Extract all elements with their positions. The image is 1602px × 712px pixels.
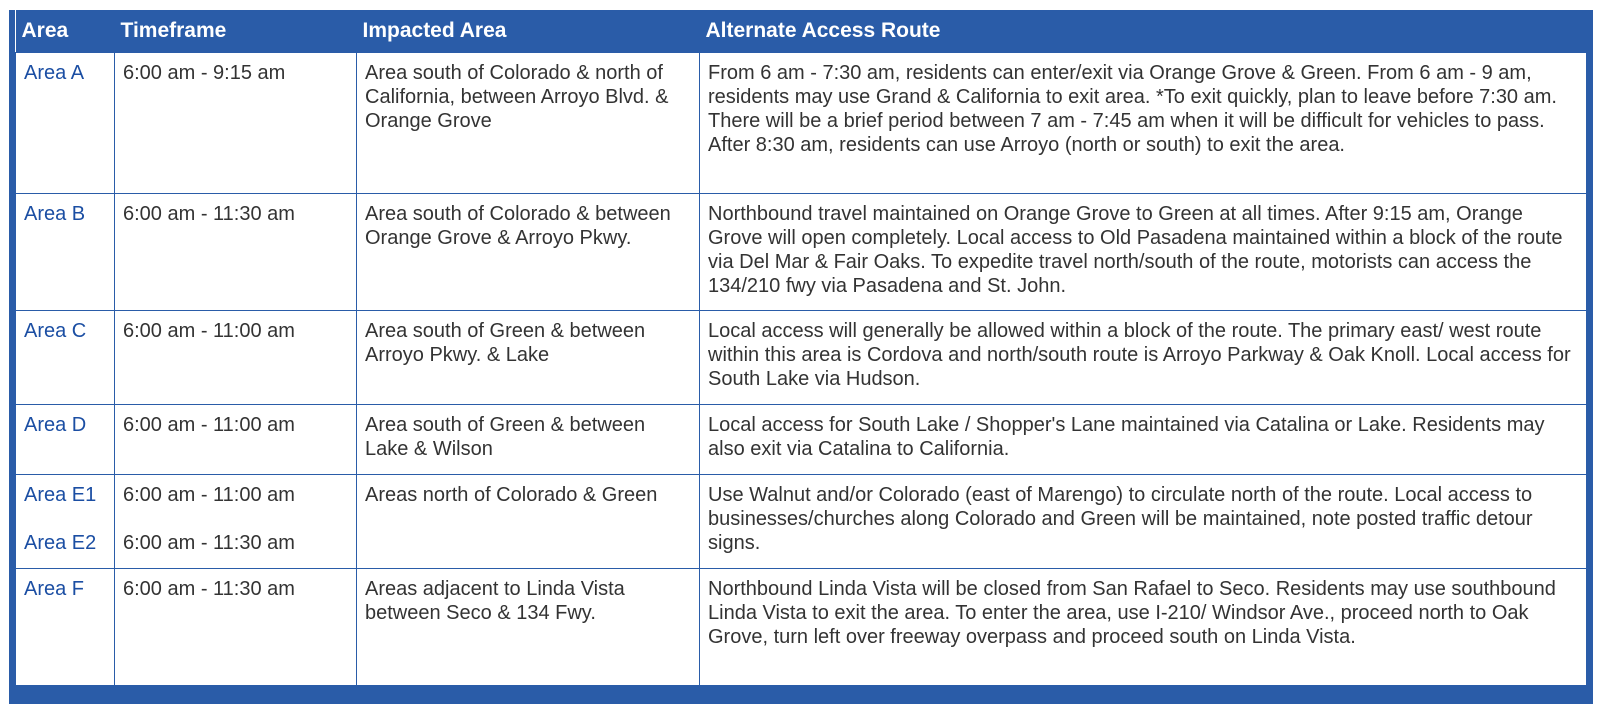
table-row bbox=[16, 405, 1587, 475]
timeframe-cell bbox=[115, 569, 357, 686]
header-alternate-route: Alternate Access Route bbox=[700, 10, 1587, 53]
route-table-frame bbox=[9, 10, 1593, 704]
area-cell bbox=[16, 405, 115, 475]
route-cell: Use Walnut and/or Colorado (east of Marengo) to circulate north of the route. Local access to businesses/churches along Colorado and Green will be maintained, note posted traffic detour signs. bbox=[700, 475, 1587, 569]
area-label: Area E1 bbox=[24, 484, 97, 506]
impacted-area-cell: Areas north of Colorado & Green bbox=[357, 475, 700, 569]
table-row bbox=[16, 569, 1587, 686]
area-cell bbox=[16, 53, 115, 194]
area-cell bbox=[16, 194, 115, 311]
route-cell: Northbound travel maintained on Orange Grove to Green at all times. After 9:15 am, Orange Grove will open completely. Local access to Old Pasadena maintained within a block of the route via Del Mar & Fair Oaks. To expedite travel north/south of the route, motorists can access the 134/210 fwy via Pasadena and St. John. bbox=[700, 194, 1587, 311]
header-impacted-area: Impacted Area bbox=[357, 10, 700, 53]
header-area: Area bbox=[16, 10, 115, 53]
table-row bbox=[16, 475, 1587, 569]
table-row bbox=[16, 311, 1587, 405]
route-cell: Northbound Linda Vista will be closed from San Rafael to Seco. Residents may use southbound Linda Vista to exit the area. To enter the area, use I-210/ Windsor Ave., proceed north to Oak Grove, turn left over freeway overpass and proceed south on Linda Vista. bbox=[700, 569, 1587, 686]
header-timeframe: Timeframe bbox=[115, 10, 357, 53]
route-cell: From 6 am - 7:30 am, residents can enter/exit via Orange Grove & Green. From 6 am - 9 am, residents may use Grand & California to exit area. *To exit quickly, plan to leave before 7:30 am. There will be a brief period between 7 am - 7:45 am when it will be difficult for vehicles to pass. After 8:30 am, residents can use Arroyo (north or south) to exit the area. bbox=[700, 53, 1587, 194]
area-label: Area F bbox=[24, 578, 85, 600]
area-cell bbox=[16, 311, 115, 405]
impacted-area-cell: Area south of Colorado & between Orange Grove & Arroyo Pkwy. bbox=[357, 194, 700, 311]
area-label: Area B bbox=[24, 203, 86, 225]
impacted-area-cell: Area south of Green & between Lake & Wilson bbox=[357, 405, 700, 475]
impacted-area-cell: Area south of Colorado & north of California, between Arroyo Blvd. & Orange Grove bbox=[357, 53, 700, 194]
timeframe-value: 6:00 am - 11:30 am bbox=[123, 578, 295, 600]
route-cell: Local access for South Lake / Shopper's Lane maintained via Catalina or Lake. Residents may also exit via Catalina to California. bbox=[700, 405, 1587, 475]
timeframe-value: 6:00 am - 9:15 am bbox=[123, 62, 286, 84]
timeframe-cell bbox=[115, 475, 357, 569]
table-row bbox=[16, 53, 1587, 194]
timeframe-cell bbox=[115, 311, 357, 405]
area-cell bbox=[16, 569, 115, 686]
impacted-area-cell: Area south of Green & between Arroyo Pkwy. & Lake bbox=[357, 311, 700, 405]
impacted-area-cell: Areas adjacent to Linda Vista between Seco & 134 Fwy. bbox=[357, 569, 700, 686]
timeframe-cell bbox=[115, 53, 357, 194]
timeframe-value: 6:00 am - 11:30 am bbox=[123, 203, 295, 225]
header-row bbox=[16, 10, 1587, 53]
timeframe-stack bbox=[123, 483, 348, 555]
timeframe-value: 6:00 am - 11:00 am bbox=[123, 484, 295, 506]
route-cell: Local access will generally be allowed within a block of the route. The primary east/ west route within this area is Cordova and north/south route is Arroyo Parkway & Oak Knoll. Local access for South Lake via Hudson. bbox=[700, 311, 1587, 405]
table-row bbox=[16, 194, 1587, 311]
timeframe-value: 6:00 am - 11:00 am bbox=[123, 414, 295, 436]
area-cell bbox=[16, 475, 115, 569]
area-label: Area E2 bbox=[24, 532, 97, 554]
timeframe-cell bbox=[115, 194, 357, 311]
area-label: Area C bbox=[24, 320, 87, 342]
timeframe-value: 6:00 am - 11:30 am bbox=[123, 532, 295, 554]
alternate-access-table bbox=[15, 10, 1587, 686]
area-label: Area A bbox=[24, 62, 85, 84]
area-label: Area D bbox=[24, 414, 87, 436]
timeframe-cell bbox=[115, 405, 357, 475]
area-stack bbox=[24, 483, 106, 555]
timeframe-value: 6:00 am - 11:00 am bbox=[123, 320, 295, 342]
